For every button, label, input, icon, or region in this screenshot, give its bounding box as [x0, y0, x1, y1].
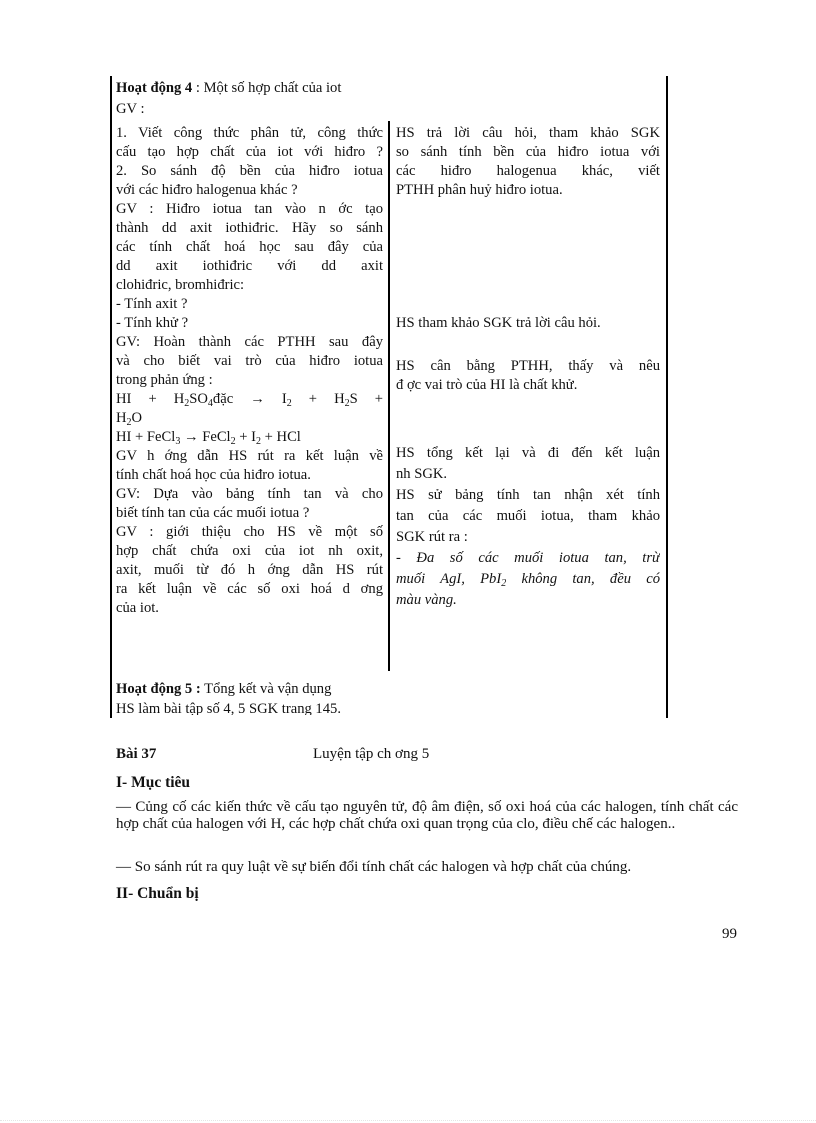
section-preparation-title: II- Chuẩn bị [116, 885, 199, 902]
arrow-icon: → [250, 391, 265, 407]
student-column-block-4 [396, 443, 660, 611]
student-line: HS cân bằng PTHH, thấy và nêu [396, 358, 660, 374]
teacher-line: và cho biết vai trò của hiđro iotua [116, 353, 383, 369]
table-middle-border [388, 121, 390, 671]
lesson-title: Luyện tập ch ơng 5 [313, 746, 430, 762]
teacher-line: GV : giới thiệu cho HS về một số [116, 524, 383, 540]
student-column-block-1 [396, 124, 660, 200]
student-line: HS sử bảng tính tan nhận xét tính [396, 487, 660, 503]
student-line: HS tổng kết lại và đi đến kết luận [396, 445, 660, 461]
student-line: - Đa số các muối iotua tan, trừ [396, 550, 660, 566]
student-line: SGK rút ra : [396, 529, 468, 545]
equation-1: HI + $H_2SO_4đặc \to I_2 + H_2S$ + [116, 391, 383, 409]
teacher-line: thành dd axit iothiđric. Hãy so sánh [116, 220, 383, 236]
page-number: 99 [722, 926, 737, 942]
teacher-line: - Tính axit ? [116, 296, 188, 312]
student-line: HS tham khảo SGK trả lời câu hỏi. [396, 315, 601, 331]
activity-5-title: Tổng kết và vận dụng [200, 681, 332, 697]
teacher-line: dd axit iothiđric với dd axit [116, 258, 383, 274]
student-column-block-3 [396, 357, 660, 395]
student-column-block-2 [396, 314, 660, 333]
gv-text: GV : [116, 101, 145, 117]
teacher-line: axit, muối từ đó h ớng dẫn HS rút [116, 562, 383, 578]
teacher-line: biết tính tan của các muối iotua ? [116, 505, 310, 521]
activity-5-task: HS làm bài tập số 4, 5 SGK trang 145. [116, 701, 341, 715]
equation-1-cont: $H_2O$ [116, 410, 143, 428]
teacher-line: - Tính khử ? [116, 315, 189, 331]
teacher-line: ra kết luận về các số oxi hoá d ơng [116, 581, 383, 597]
teacher-line: 1. Viết công thức phân tử, công thức [116, 125, 383, 141]
student-line: đ ợc vai trò của HI là chất khử. [396, 377, 578, 393]
teacher-line: clohiđric, bromhiđric: [116, 277, 245, 293]
lesson-number: Bài 37 [116, 746, 157, 762]
student-line: muối AgI, PbI$_2$ không tan, đều có [396, 571, 660, 589]
activity-5-label: Hoạt động 5 : [116, 681, 201, 697]
student-line: màu vàng. [396, 592, 457, 608]
gv-label [116, 101, 661, 120]
teacher-line: của iot. [116, 600, 159, 616]
objective-paragraph-2: — So sánh rút ra quy luật về sự biến đổi tính chất các halogen và hợp chất của chúng. [116, 859, 632, 875]
arrow-icon: → [183, 429, 199, 445]
objective-paragraph-1: — Củng cố các kiến thức về cấu tạo nguyên tử, độ âm điện, số oxi hoá của các halogen, tính chất các hợp chất của halogen với H, các hợp chất chứa oxi quan trọng của clo, điều chế các halogen.. [116, 799, 738, 832]
section-objectives-title: I- Mục tiêu [116, 774, 191, 791]
teacher-line: GV: Dựa vào bảng tính tan và cho [116, 486, 383, 502]
activity-5 [116, 679, 661, 715]
page-bottom-border [0, 1120, 816, 1121]
student-line: HS trả lời câu hỏi, tham khảo SGK [396, 125, 660, 141]
teacher-line: hợp chất chứa oxi của iot nh oxit, [116, 543, 383, 559]
teacher-column [116, 124, 383, 618]
teacher-line: 2. So sánh độ bền của hiđro iotua [116, 163, 383, 179]
activity-4-heading [116, 80, 661, 99]
student-line: PTHH phân huỷ hiđro iotua. [396, 182, 563, 198]
teacher-line: GV h ớng dẫn HS rút ra kết luận về [116, 448, 383, 464]
student-line: các hiđro halogenua khác, viết [396, 163, 660, 179]
teacher-line: GV: Hoàn thành các PTHH sau đây [116, 334, 383, 350]
equation-2: HI + FeCl$_3$ → FeCl$_2$ + $I_2$ + HCl [116, 429, 301, 447]
activity-4-label: Hoạt động 4 [116, 80, 193, 96]
teacher-line: với các hiđro halogenua khác ? [116, 182, 298, 198]
activity-4-title: : Một số hợp chất của iot [192, 80, 342, 96]
student-line: so sánh tính bền của hiđro iotua với [396, 144, 660, 160]
teacher-line: trong phản ứng : [116, 372, 213, 388]
table-right-border [666, 76, 668, 718]
teacher-line: tính chất hoá học của hiđro iotua. [116, 467, 311, 483]
teacher-line: các tính chất hoá học sau đây của [116, 239, 383, 255]
teacher-line: GV : Hiđro iotua tan vào n ớc tạo [116, 201, 383, 217]
teacher-line: cấu tạo hợp chất của iot với hiđro ? [116, 144, 383, 160]
student-line: nh SGK. [396, 466, 448, 482]
student-line: tan của các muối iotua, tham khảo [396, 508, 660, 524]
table-left-border [110, 76, 112, 718]
